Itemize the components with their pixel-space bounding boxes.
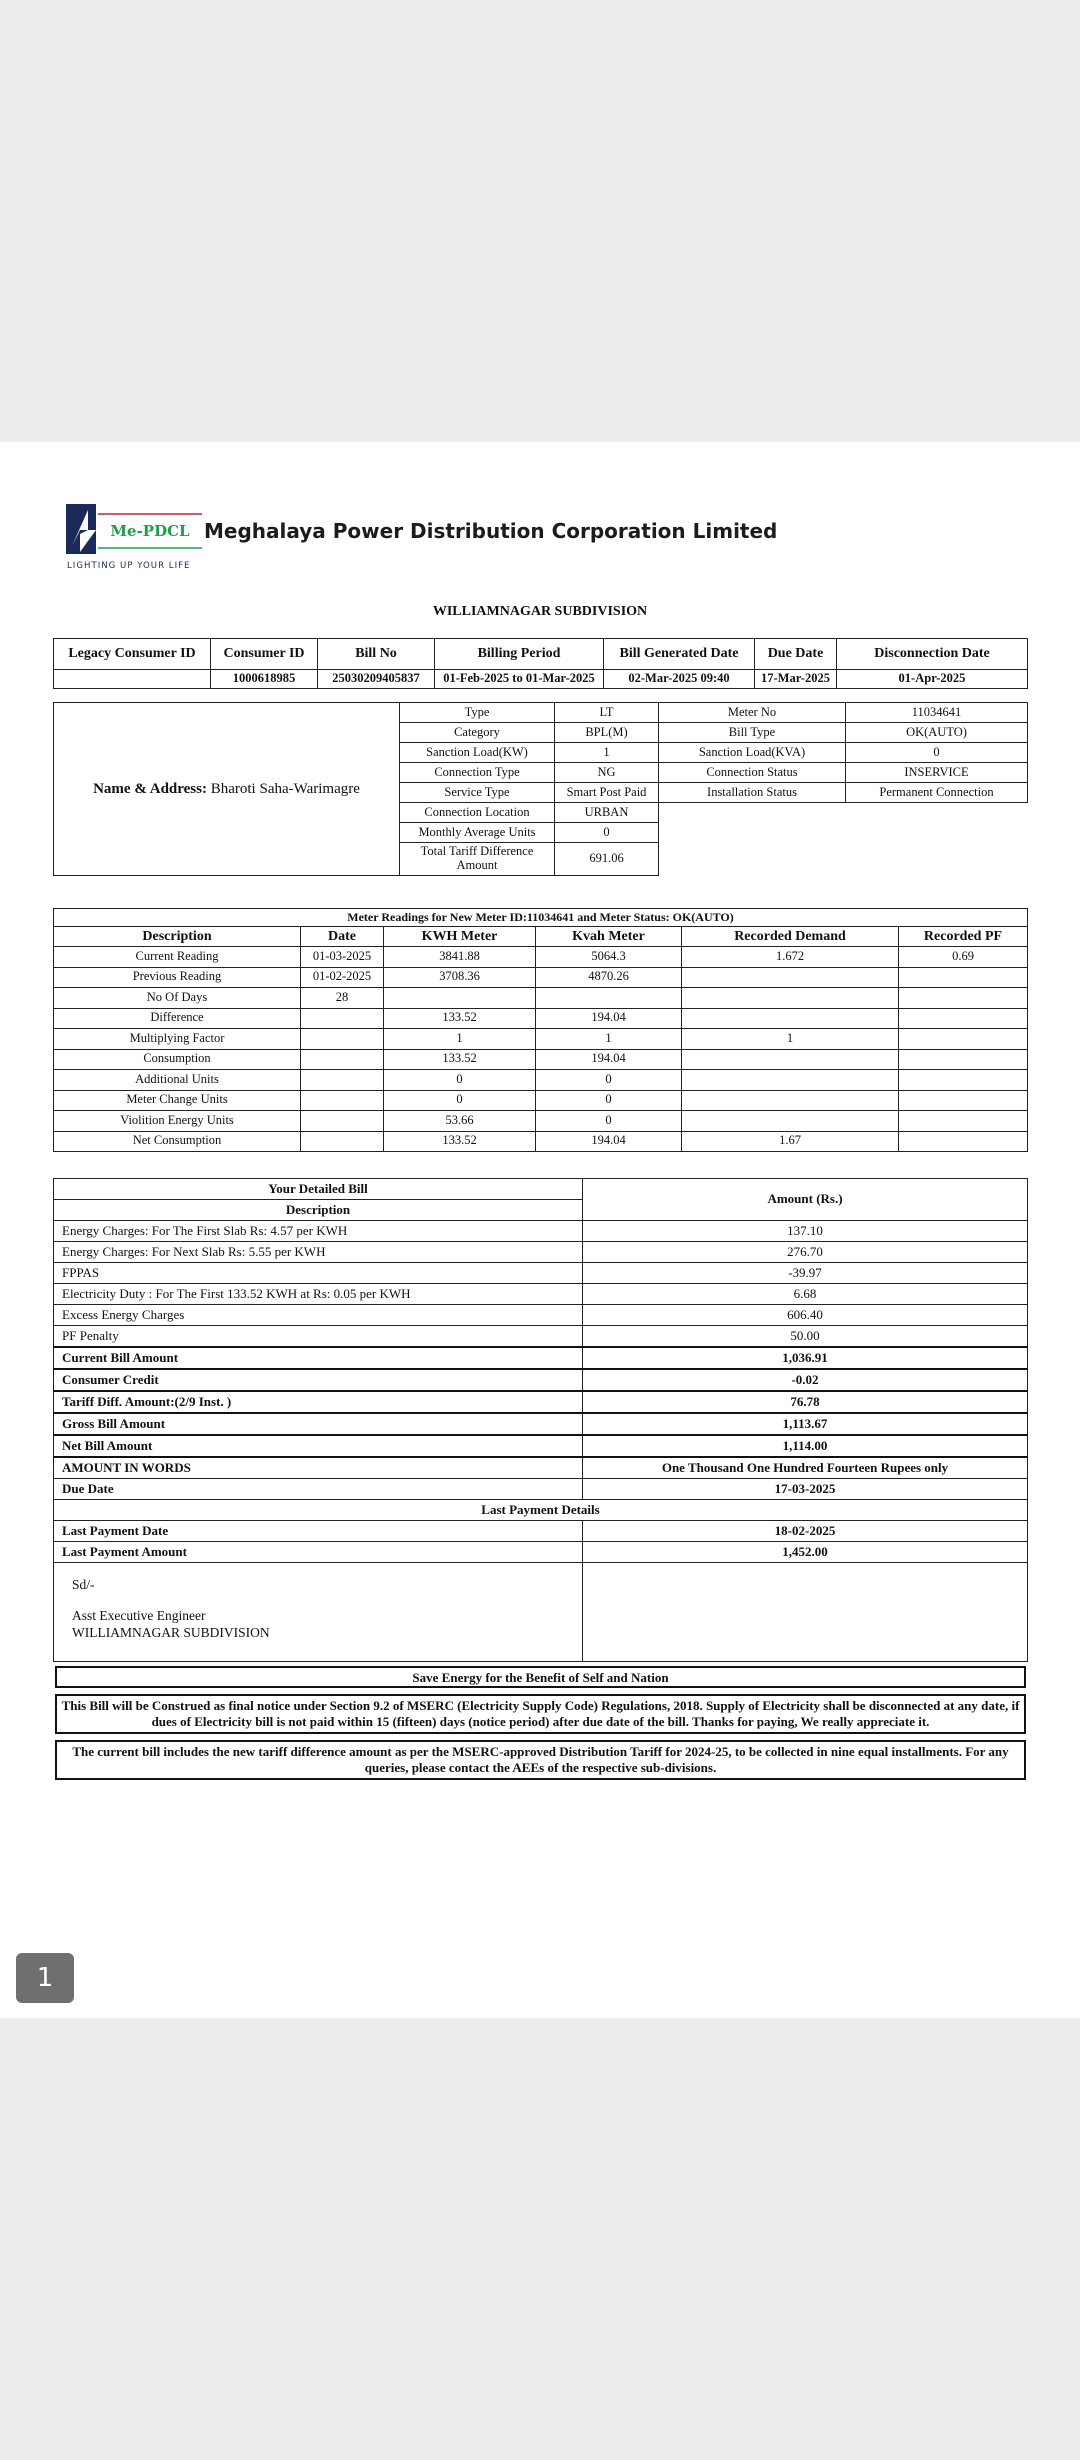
consumer-field-label: Connection Type xyxy=(400,763,555,783)
company-name: Meghalaya Power Distribution Corporation Limited xyxy=(204,519,778,543)
consumer-field-label: Category xyxy=(400,723,555,743)
consumer-table xyxy=(53,702,1028,876)
signature-empty-cell xyxy=(583,1563,1028,1662)
meter-reading-row xyxy=(54,1029,1028,1050)
due-date-value: 17-03-2025 xyxy=(583,1479,1028,1500)
consumer-field-value: Permanent Connection xyxy=(846,783,1028,803)
meter-reading-row xyxy=(54,1111,1028,1132)
total-amount: 1,114.00 xyxy=(583,1435,1028,1457)
total-label: Gross Bill Amount xyxy=(54,1413,583,1435)
charge-row xyxy=(54,1326,1028,1348)
consumer-field-value: LT xyxy=(555,703,659,723)
detailed-bill-title: Your Detailed Bill xyxy=(54,1179,583,1200)
meter-reading-cell: 1 xyxy=(682,1029,899,1050)
consumer-field-label: Sanction Load(KVA) xyxy=(659,743,846,763)
billing-period-header: Billing Period xyxy=(435,639,604,670)
charge-description: FPPAS xyxy=(54,1263,583,1284)
meter-reading-cell: 194.04 xyxy=(536,1131,682,1152)
meter-reading-row xyxy=(54,1090,1028,1111)
meter-reading-cell: Difference xyxy=(54,1008,301,1029)
bill-info-header-row xyxy=(54,639,1028,670)
meter-reading-cell: 3841.88 xyxy=(384,947,536,968)
meter-reading-cell: 4870.26 xyxy=(536,967,682,988)
consumer-field-label: Bill Type xyxy=(659,723,846,743)
tariff-notice: The current bill includes the new tariff difference amount as per the MSERC-approved Distribution Tariff for 2024-25, to be collected in nine equal installments. For any queries, please contact the AEEs of the respective sub-divisions. xyxy=(55,1740,1026,1780)
consumer-field-label: Connection Status xyxy=(659,763,846,783)
consumer-field-value: INSERVICE xyxy=(846,763,1028,783)
amount-in-words-value: One Thousand One Hundred Fourteen Rupees only xyxy=(583,1457,1028,1479)
total-amount: 1,036.91 xyxy=(583,1347,1028,1369)
meter-reading-cell: 133.52 xyxy=(384,1008,536,1029)
meter-reading-cell xyxy=(899,988,1028,1009)
consumer-field-label: Service Type xyxy=(400,783,555,803)
total-label: Current Bill Amount xyxy=(54,1347,583,1369)
meter-reading-cell xyxy=(899,1008,1028,1029)
meter-reading-cell: 01-03-2025 xyxy=(301,947,384,968)
due-date-value: 17-Mar-2025 xyxy=(755,670,837,689)
total-row xyxy=(54,1391,1028,1413)
meter-reading-cell xyxy=(682,1111,899,1132)
meter-reading-cell xyxy=(682,988,899,1009)
date-header: Date xyxy=(301,927,384,947)
charge-amount: -39.97 xyxy=(583,1263,1028,1284)
meter-reading-cell xyxy=(301,1029,384,1050)
billing-period-value: 01-Feb-2025 to 01-Mar-2025 xyxy=(435,670,604,689)
description-header: Description xyxy=(54,927,301,947)
total-row xyxy=(54,1369,1028,1391)
last-payment-title: Last Payment Details xyxy=(54,1500,1028,1521)
charge-description: Energy Charges: For The First Slab Rs: 4.57 per KWH xyxy=(54,1221,583,1242)
meter-reading-cell xyxy=(301,1008,384,1029)
charge-row xyxy=(54,1242,1028,1263)
due-date-header: Due Date xyxy=(755,639,837,670)
amount-in-words-label: AMOUNT IN WORDS xyxy=(54,1457,583,1479)
amount-header: Amount (Rs.) xyxy=(583,1179,1028,1221)
meter-reading-cell: 194.04 xyxy=(536,1008,682,1029)
meter-reading-cell: 53.66 xyxy=(384,1111,536,1132)
charge-row xyxy=(54,1284,1028,1305)
charge-amount: 606.40 xyxy=(583,1305,1028,1326)
name-address-cell xyxy=(54,703,400,876)
meter-reading-cell: Previous Reading xyxy=(54,967,301,988)
meter-reading-cell xyxy=(384,988,536,1009)
logo-tagline: LIGHTING UP YOUR LIFE xyxy=(67,561,191,571)
consumer-field-value: BPL(M) xyxy=(555,723,659,743)
signature-title: Asst Executive Engineer xyxy=(72,1607,206,1623)
detailed-bill-table xyxy=(53,1178,1028,1662)
legacy-consumer-id-header: Legacy Consumer ID xyxy=(54,639,211,670)
logo-text: Me-PDCL xyxy=(110,522,190,540)
meter-readings-table xyxy=(53,908,1028,1152)
consumer-id-value: 1000618985 xyxy=(211,670,318,689)
page-number-badge[interactable]: 1 xyxy=(16,1953,74,2003)
meter-reading-cell: 0 xyxy=(536,1070,682,1091)
bill-info-table xyxy=(53,638,1028,689)
consumer-row xyxy=(54,703,1028,723)
meter-reading-cell: 0 xyxy=(384,1070,536,1091)
meter-reading-cell: Additional Units xyxy=(54,1070,301,1091)
meter-reading-row xyxy=(54,988,1028,1009)
consumer-field-value: 0 xyxy=(555,823,659,843)
meter-readings-caption: Meter Readings for New Meter ID:11034641 and Meter Status: OK(AUTO) xyxy=(54,909,1028,927)
empty-cell xyxy=(659,803,1028,876)
consumer-field-value: Smart Post Paid xyxy=(555,783,659,803)
meter-reading-cell xyxy=(682,1008,899,1029)
charge-row xyxy=(54,1305,1028,1326)
consumer-field-label: Total Tariff Difference Amount xyxy=(400,843,555,876)
kvah-meter-header: Kvah Meter xyxy=(536,927,682,947)
signature-office: WILLIAMNAGAR SUBDIVISION xyxy=(72,1624,270,1640)
meter-reading-cell: 1 xyxy=(384,1029,536,1050)
total-label: Net Bill Amount xyxy=(54,1435,583,1457)
bill-generated-date-header: Bill Generated Date xyxy=(604,639,755,670)
last-payment-date-label: Last Payment Date xyxy=(54,1521,583,1542)
legacy-consumer-id-value xyxy=(54,670,211,689)
legal-notice: This Bill will be Construed as final notice under Section 9.2 of MSERC (Electricity Supply Code) Regulations, 2018. Supply of Electricity shall be disconnected at any date, if dues of Electricity bill is not paid within 15 (fifteen) days (notice period) after due date of the bill. Thanks for paying, We really appreciate it. xyxy=(55,1694,1026,1734)
total-amount: -0.02 xyxy=(583,1369,1028,1391)
meter-reading-cell xyxy=(682,1070,899,1091)
consumer-field-label: Monthly Average Units xyxy=(400,823,555,843)
consumer-field-value: 691.06 xyxy=(555,843,659,876)
meter-reading-row xyxy=(54,967,1028,988)
meter-reading-cell: 0 xyxy=(536,1111,682,1132)
last-payment-date-value: 18-02-2025 xyxy=(583,1521,1028,1542)
logo-icon xyxy=(66,504,202,572)
charge-description: Electricity Duty : For The First 133.52 KWH at Rs: 0.05 per KWH xyxy=(54,1284,583,1305)
consumer-field-label: Installation Status xyxy=(659,783,846,803)
description-header: Description xyxy=(54,1200,583,1221)
consumer-field-value: OK(AUTO) xyxy=(846,723,1028,743)
meter-reading-cell: Consumption xyxy=(54,1049,301,1070)
meter-reading-cell: No Of Days xyxy=(54,988,301,1009)
totals-body xyxy=(54,1347,1028,1457)
consumer-field-label: Type xyxy=(400,703,555,723)
charges-body xyxy=(54,1221,1028,1348)
meter-reading-cell xyxy=(899,1131,1028,1152)
meter-reading-cell xyxy=(899,967,1028,988)
charge-amount: 6.68 xyxy=(583,1284,1028,1305)
charge-description: Energy Charges: For Next Slab Rs: 5.55 per KWH xyxy=(54,1242,583,1263)
total-label: Consumer Credit xyxy=(54,1369,583,1391)
meter-reading-cell: 5064.3 xyxy=(536,947,682,968)
charge-row xyxy=(54,1263,1028,1284)
total-label: Tariff Diff. Amount:(2/9 Inst. ) xyxy=(54,1391,583,1413)
meter-reading-cell: 3708.36 xyxy=(384,967,536,988)
meter-reading-cell: Meter Change Units xyxy=(54,1090,301,1111)
charge-description: PF Penalty xyxy=(54,1326,583,1348)
meter-reading-cell: 01-02-2025 xyxy=(301,967,384,988)
recorded-pf-header: Recorded PF xyxy=(899,927,1028,947)
bill-no-value: 25030209405837 xyxy=(318,670,435,689)
consumer-field-value: NG xyxy=(555,763,659,783)
consumer-field-value: URBAN xyxy=(555,803,659,823)
consumer-field-label: Meter No xyxy=(659,703,846,723)
charge-amount: 137.10 xyxy=(583,1221,1028,1242)
name-address-label: Name & Address: xyxy=(93,780,207,797)
bill-page xyxy=(0,442,1080,2018)
name-address-value: Bharoti Saha-Warimagre xyxy=(210,780,360,797)
total-row xyxy=(54,1435,1028,1457)
meter-reading-row xyxy=(54,1049,1028,1070)
last-payment-amount-label: Last Payment Amount xyxy=(54,1542,583,1563)
meter-reading-cell: 1 xyxy=(536,1029,682,1050)
meter-reading-cell xyxy=(301,1131,384,1152)
meter-reading-row xyxy=(54,1008,1028,1029)
meter-reading-cell: 194.04 xyxy=(536,1049,682,1070)
total-row xyxy=(54,1347,1028,1369)
charge-amount: 276.70 xyxy=(583,1242,1028,1263)
consumer-field-value: 11034641 xyxy=(846,703,1028,723)
meter-reading-cell: 1.67 xyxy=(682,1131,899,1152)
meter-reading-cell: 133.52 xyxy=(384,1131,536,1152)
disconnection-date-header: Disconnection Date xyxy=(837,639,1028,670)
consumer-field-label: Connection Location xyxy=(400,803,555,823)
meter-reading-cell xyxy=(682,967,899,988)
bill-info-value-row xyxy=(54,670,1028,689)
charge-amount: 50.00 xyxy=(583,1326,1028,1348)
meter-readings-header-row xyxy=(54,927,1028,947)
meter-reading-cell xyxy=(682,1049,899,1070)
subdivision-title: WILLIAMNAGAR SUBDIVISION xyxy=(432,604,648,619)
meter-reading-cell xyxy=(899,1111,1028,1132)
meter-reading-cell: Net Consumption xyxy=(54,1131,301,1152)
consumer-field-label: Sanction Load(KW) xyxy=(400,743,555,763)
charge-row xyxy=(54,1221,1028,1242)
meter-reading-cell: Multiplying Factor xyxy=(54,1029,301,1050)
bill-generated-date-value: 02-Mar-2025 09:40 xyxy=(604,670,755,689)
meter-readings-body xyxy=(54,947,1028,1152)
kwh-meter-header: KWH Meter xyxy=(384,927,536,947)
meter-reading-cell xyxy=(301,1090,384,1111)
meter-reading-cell: Current Reading xyxy=(54,947,301,968)
meter-reading-cell xyxy=(899,1049,1028,1070)
meter-reading-cell: 0 xyxy=(384,1090,536,1111)
meter-reading-cell xyxy=(536,988,682,1009)
charge-description: Excess Energy Charges xyxy=(54,1305,583,1326)
total-amount: 1,113.67 xyxy=(583,1413,1028,1435)
meter-reading-cell: 1.672 xyxy=(682,947,899,968)
signature: Sd/- xyxy=(72,1577,95,1592)
due-date-label: Due Date xyxy=(54,1479,583,1500)
meter-reading-row xyxy=(54,947,1028,968)
meter-reading-cell: 28 xyxy=(301,988,384,1009)
meter-reading-cell xyxy=(682,1090,899,1111)
meter-reading-cell: 133.52 xyxy=(384,1049,536,1070)
total-amount: 76.78 xyxy=(583,1391,1028,1413)
meter-reading-cell: Violition Energy Units xyxy=(54,1111,301,1132)
consumer-id-header: Consumer ID xyxy=(211,639,318,670)
consumer-field-value: 0 xyxy=(846,743,1028,763)
meter-reading-cell xyxy=(301,1049,384,1070)
recorded-demand-header: Recorded Demand xyxy=(682,927,899,947)
signature-block xyxy=(54,1563,583,1662)
disconnection-date-value: 01-Apr-2025 xyxy=(837,670,1028,689)
meter-reading-cell xyxy=(899,1029,1028,1050)
meter-reading-cell: 0 xyxy=(536,1090,682,1111)
last-payment-amount-value: 1,452.00 xyxy=(583,1542,1028,1563)
consumer-field-value: 1 xyxy=(555,743,659,763)
meter-reading-cell xyxy=(301,1070,384,1091)
meter-reading-cell xyxy=(899,1070,1028,1091)
total-row xyxy=(54,1413,1028,1435)
meter-reading-row xyxy=(54,1070,1028,1091)
meter-reading-cell: 0.69 xyxy=(899,947,1028,968)
meter-reading-row xyxy=(54,1131,1028,1152)
meter-reading-cell xyxy=(899,1090,1028,1111)
slogan-notice: Save Energy for the Benefit of Self and Nation xyxy=(55,1666,1026,1688)
mepdcl-logo xyxy=(66,504,202,572)
meter-reading-cell xyxy=(301,1111,384,1132)
bill-no-header: Bill No xyxy=(318,639,435,670)
